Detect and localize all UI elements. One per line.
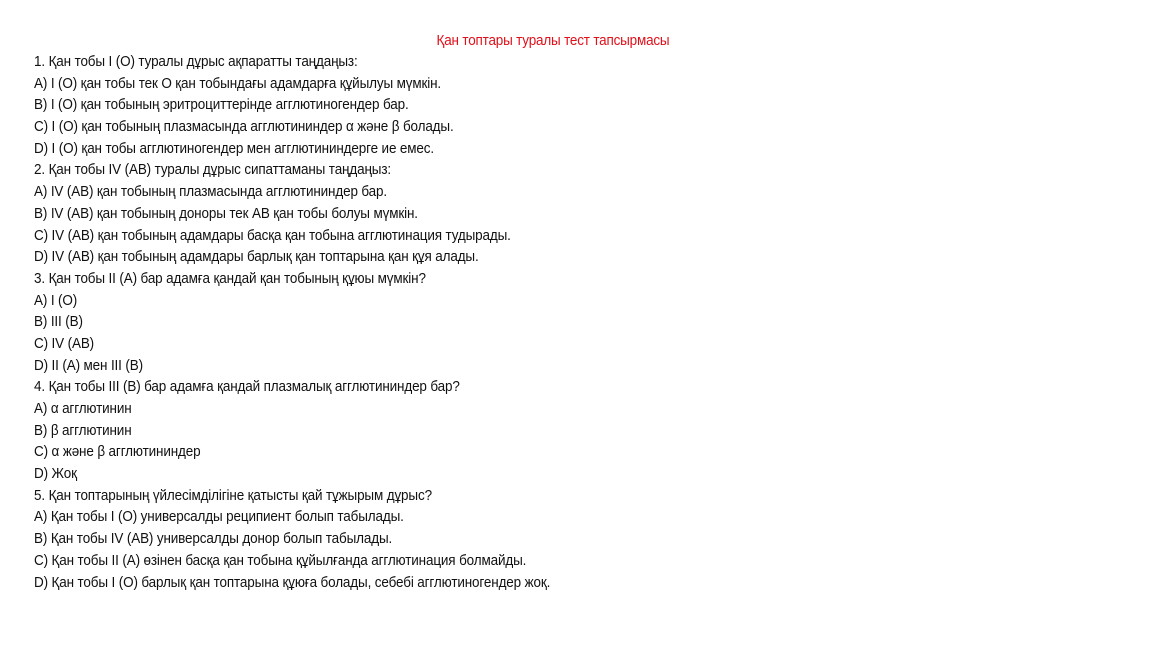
question-3-option-c: C) IV (AB)	[34, 335, 95, 352]
question-3-option-b: B) III (B)	[34, 314, 83, 331]
question-4-option-a: A) α агглютинин	[34, 401, 132, 417]
document-title: Қан топтары туралы тест тапсырмасы	[436, 33, 670, 49]
question-4-option-b: B) β агглютинин	[34, 422, 132, 439]
question-5-option-b: B) Қан тобы IV (AB) универсалды донор болып табылады.	[34, 531, 393, 548]
question-2-option-a: A) IV (AB) қан тобының плазмасында агглютининдер бар.	[34, 184, 388, 201]
question-5-text: 5. Қан топтарының үйлесімділігіне қатысты қай тұжырым дұрыс?	[34, 487, 432, 504]
question-1-option-b: B) I (O) қан тобының эритроциттерінде агглютиногендер бар.	[34, 97, 409, 114]
question-4-text: 4. Қан тобы III (B) бар адамға қандай плазмалық агглютининдер бар?	[34, 379, 460, 396]
question-2-option-d: D) IV (AB) қан тобының адамдары барлық қан топтарына қан құя алады.	[34, 249, 479, 266]
question-1-option-a: A) I (O) қан тобы тек O қан тобындағы адамдарға құйылуы мүмкін.	[34, 75, 442, 92]
question-1-option-d: D) I (O) қан тобы агглютиногендер мен агглютининдерге ие емес.	[34, 140, 434, 157]
question-5-option-d: D) Қан тобы I (O) барлық қан топтарына құюға болады, себебі агглютиногендер жоқ.	[34, 574, 551, 591]
question-3-option-d: D) II (A) мен III (B)	[34, 357, 143, 374]
question-2-text: 2. Қан тобы IV (AB) туралы дұрыс сипаттаманы таңдаңыз:	[34, 162, 391, 179]
question-list	[34, 52, 1034, 594]
question-4-option-d: D) Жоқ	[34, 466, 77, 483]
question-2-option-b: B) IV (AB) қан тобының доноры тек AB қан тобы болуы мүмкін.	[34, 205, 418, 222]
question-3-text: 3. Қан тобы II (A) бар адамға қандай қан тобының құюы мүмкін?	[34, 270, 426, 287]
question-4-option-c: C) α және β агглютининдер	[34, 444, 201, 461]
question-5-option-c: C) Қан тобы II (A) өзінен басқа қан тобына құйылғанда агглютинация болмайды.	[34, 552, 527, 569]
question-2-option-c: C) IV (AB) қан тобының адамдары басқа қан тобына агглютинация тудырады.	[34, 227, 511, 244]
question-1-text: 1. Қан тобы I (O) туралы дұрыс ақпаратты таңдаңыз:	[34, 54, 358, 70]
question-1-option-c: C) I (O) қан тобының плазмасында агглютининдер α және β болады.	[34, 119, 454, 136]
question-5-option-a: A) Қан тобы I (O) универсалды реципиент болып табылады.	[34, 509, 404, 526]
question-3-option-a: A) I (O)	[34, 292, 78, 309]
